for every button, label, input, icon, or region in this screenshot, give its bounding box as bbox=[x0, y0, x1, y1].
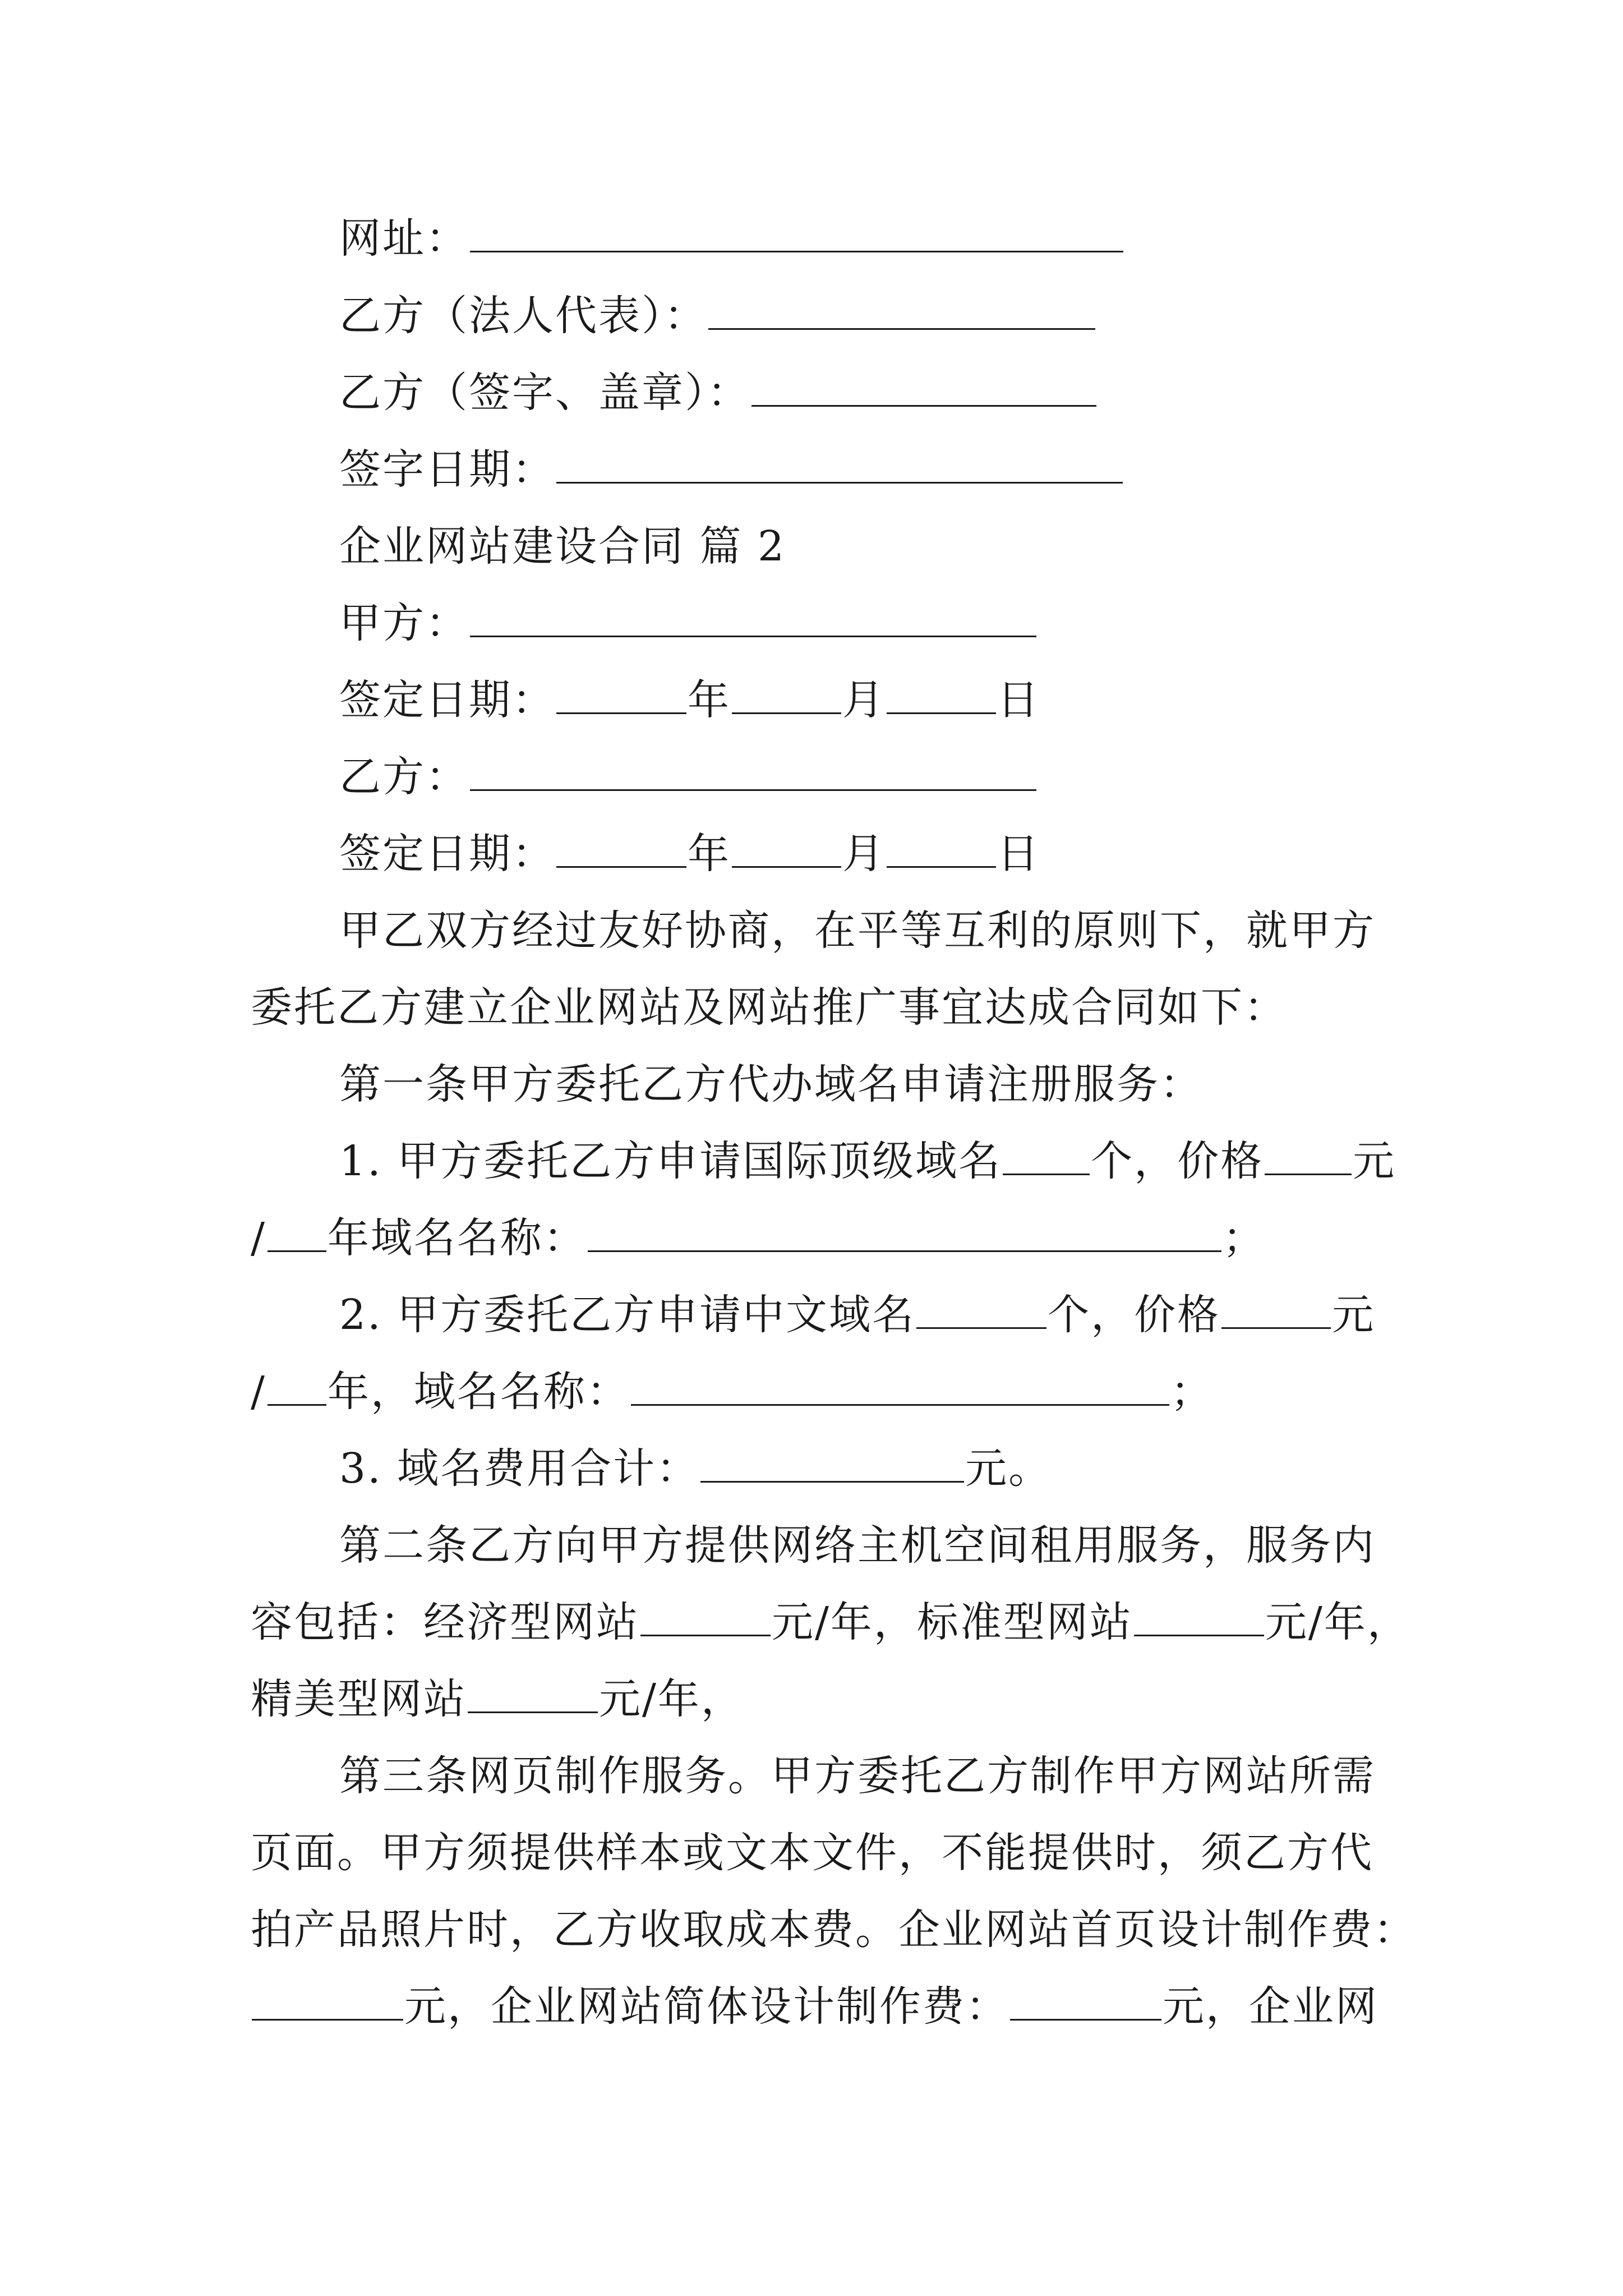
domain-name-label: 年域名名称： bbox=[327, 1214, 587, 1262]
party-a-date-line bbox=[339, 672, 1040, 728]
economy-site-price-blank bbox=[640, 1594, 771, 1636]
article-3-line-2 bbox=[251, 1825, 1373, 1881]
year-label: 年 bbox=[688, 676, 731, 724]
party-b-legal-rep-line bbox=[339, 288, 1096, 344]
article-3-text-4-tail: 元，企业网 bbox=[1163, 1982, 1378, 2031]
section-title-text: 企业网站建设合同 篇 2 bbox=[339, 522, 786, 570]
party-b-date-label: 签定日期： bbox=[339, 830, 555, 878]
year-label: 年 bbox=[688, 830, 731, 878]
intro-paragraph-line-1 bbox=[339, 903, 1376, 959]
domain-name-label: 年，域名名称： bbox=[327, 1368, 630, 1416]
article-1-heading bbox=[339, 1056, 1203, 1112]
domain-total-blank bbox=[700, 1441, 964, 1483]
premium-site-unit: 元/年， bbox=[599, 1675, 744, 1723]
website-line bbox=[339, 210, 1124, 266]
year-blank bbox=[556, 826, 686, 868]
simplified-design-fee-blank bbox=[1010, 1978, 1161, 2021]
intl-domain-price-blank bbox=[1265, 1133, 1352, 1175]
month-blank bbox=[732, 672, 841, 714]
year-blank bbox=[556, 672, 686, 714]
month-blank bbox=[732, 826, 841, 868]
cn-domain-count-blank bbox=[916, 1287, 1046, 1329]
slash: / bbox=[251, 1368, 266, 1416]
party-b-line bbox=[339, 749, 1038, 805]
premium-site-label: 精美型网站 bbox=[251, 1675, 467, 1723]
item-3-text: 3. 域名费用合计： bbox=[339, 1444, 700, 1493]
intro-text-1: 甲乙双方经过友好协商，在平等互利的原则下，就甲方 bbox=[339, 907, 1376, 955]
article-1-text: 第一条甲方委托乙方代办域名申请注册服务： bbox=[339, 1060, 1203, 1108]
sign-date-blank bbox=[556, 441, 1123, 484]
article-1-item-2 bbox=[339, 1287, 1375, 1343]
article-3-text-1: 第三条网页制作服务。甲方委托乙方制作甲方网站所需 bbox=[339, 1752, 1376, 1800]
article-2-line-1 bbox=[339, 1517, 1376, 1573]
simplified-design-label: 元，企业网站简体设计制作费： bbox=[404, 1982, 1009, 2031]
semicolon: ； bbox=[1222, 1214, 1266, 1262]
website-blank bbox=[470, 210, 1123, 252]
website-label: 网址： bbox=[339, 214, 469, 263]
article-3-text-2: 页面。甲方须提供样本或文本文件，不能提供时，须乙方代 bbox=[251, 1829, 1373, 1877]
month-label: 月 bbox=[842, 830, 886, 878]
intro-paragraph-line-2 bbox=[251, 979, 1287, 1036]
sign-date-line bbox=[339, 441, 1124, 498]
article-3-line-4 bbox=[251, 1978, 1378, 2035]
intl-domain-name-blank bbox=[588, 1210, 1221, 1252]
semicolon: ； bbox=[1170, 1368, 1214, 1416]
item-1-price-text: 个，价格 bbox=[1091, 1137, 1264, 1185]
day-label: 日 bbox=[997, 830, 1040, 878]
homepage-design-fee-blank bbox=[252, 1978, 403, 2021]
item-1-yuan: 元 bbox=[1353, 1137, 1396, 1185]
contract-section-title bbox=[339, 518, 786, 574]
article-1-item-2-cont bbox=[251, 1364, 1214, 1420]
party-b-signature-line bbox=[339, 365, 1098, 421]
standard-site-label: 元/年，标准型网站 bbox=[772, 1598, 1133, 1646]
article-1-item-1-cont bbox=[251, 1210, 1266, 1266]
party-a-date-label: 签定日期： bbox=[339, 676, 555, 724]
party-b-date-line bbox=[339, 826, 1040, 882]
premium-site-price-blank bbox=[468, 1671, 598, 1713]
standard-site-unit: 元/年， bbox=[1265, 1598, 1410, 1646]
party-b-signature-label: 乙方（签字、盖章）： bbox=[339, 369, 750, 417]
item-3-yuan: 元。 bbox=[965, 1444, 1052, 1493]
party-b-blank bbox=[470, 749, 1036, 791]
standard-site-price-blank bbox=[1134, 1594, 1264, 1636]
item-2-price-text: 个，价格 bbox=[1048, 1291, 1221, 1339]
article-1-item-3 bbox=[339, 1441, 1052, 1497]
cn-domain-name-blank bbox=[631, 1364, 1169, 1406]
slash: / bbox=[251, 1214, 266, 1262]
party-b-legal-rep-label: 乙方（法人代表）： bbox=[339, 292, 707, 340]
day-blank bbox=[887, 672, 996, 714]
economy-site-label: 容包括：经济型网站 bbox=[251, 1598, 639, 1646]
item-1-text: 1. 甲方委托乙方申请国际顶级域名 bbox=[339, 1137, 1002, 1185]
article-3-line-3 bbox=[251, 1902, 1417, 1958]
month-label: 月 bbox=[842, 676, 886, 724]
item-2-yuan: 元 bbox=[1332, 1291, 1376, 1339]
party-b-signature-blank bbox=[751, 365, 1096, 407]
article-2-line-2 bbox=[251, 1594, 1410, 1650]
item-2-text: 2. 甲方委托乙方申请中文域名 bbox=[339, 1291, 916, 1339]
party-b-legal-rep-blank bbox=[708, 288, 1095, 330]
cn-domain-price-blank bbox=[1221, 1287, 1331, 1329]
article-2-text-1: 第二条乙方向甲方提供网络主机空间租用服务，服务内 bbox=[339, 1521, 1376, 1570]
article-3-text-3: 拍产品照片时，乙方收取成本费。企业网站首页设计制作费： bbox=[251, 1906, 1417, 1954]
party-a-blank bbox=[470, 595, 1036, 637]
party-a-line bbox=[339, 595, 1038, 651]
day-label: 日 bbox=[997, 676, 1040, 724]
article-3-line-1 bbox=[339, 1748, 1376, 1804]
party-b-label: 乙方： bbox=[339, 753, 469, 801]
article-1-item-1 bbox=[339, 1133, 1396, 1189]
intl-domain-years-blank bbox=[268, 1210, 326, 1252]
article-2-line-3 bbox=[251, 1671, 744, 1727]
intro-text-2: 委托乙方建立企业网站及网站推广事宜达成合同如下： bbox=[251, 983, 1287, 1032]
party-a-label: 甲方： bbox=[339, 599, 469, 647]
intl-domain-count-blank bbox=[1003, 1133, 1090, 1175]
sign-date-label: 签字日期： bbox=[339, 445, 555, 494]
day-blank bbox=[887, 826, 996, 868]
cn-domain-years-blank bbox=[268, 1364, 326, 1406]
